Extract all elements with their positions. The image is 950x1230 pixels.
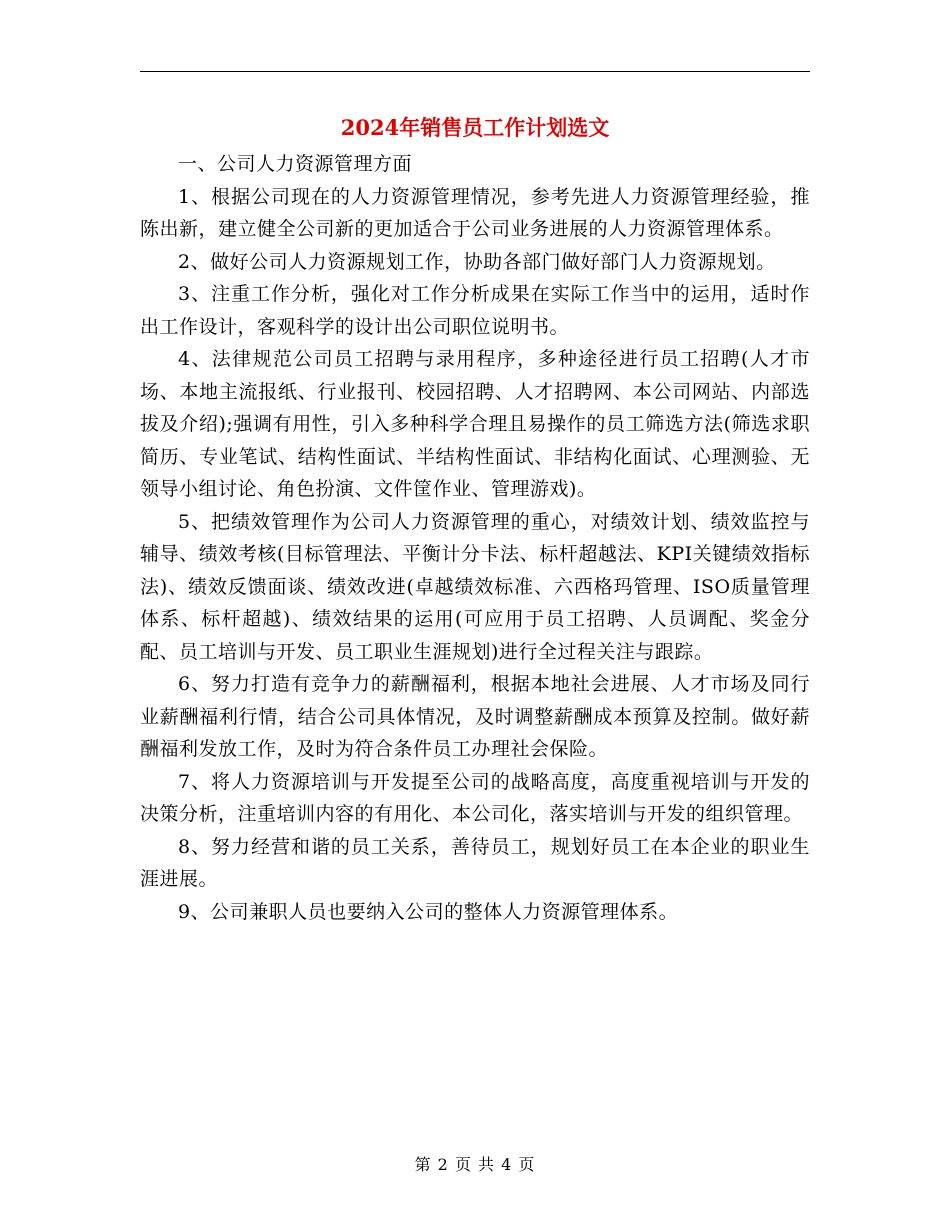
section-heading: 一、公司人力资源管理方面: [178, 153, 413, 175]
paragraph-item-1: 1、根据公司现在的人力资源管理情况，参考先进人力资源管理经验，推陈出新，建立健全公司新的更加适合于公司业务进展的人力资源管理体系。: [140, 185, 810, 240]
document-body: [140, 148, 810, 928]
paragraph-item-9: 9、公司兼职人员也要纳入公司的整体人力资源管理体系。: [178, 900, 679, 923]
paragraph-item-5: 5、把绩效管理作为公司人力资源管理的重心，对绩效计划、绩效监控与辅导、绩效考核(目标管理法、平衡计分卡法、标杆超越法、KPI关键绩效指标法)、绩效反馈面谈、绩效改进(卓越绩效标准、六西格玛管理、ISO质量管理体系、标杆超越)、绩效结果的运用(可应用于员工招聘、人员调配、奖金分配、员工培训与开发、员工职业生涯规划)进行全过程关注与跟踪。: [140, 510, 810, 663]
document-title: 2024年销售员工作计划选文: [340, 115, 610, 140]
paragraph-item-7: 7、将人力资源培训与开发提至公司的战略高度，高度重视培训与开发的决策分析，注重培训内容的有用化、本公司化，落实培训与开发的组织管理。: [140, 770, 810, 825]
paragraph-item-4: 4、法律规范公司员工招聘与录用程序，多种途径进行员工招聘(人才市场、本地主流报纸、行业报刊、校园招聘、人才招聘网、本公司网站、内部选拔及介绍);强调有用性，引入多种科学合理且易操作的员工筛选方法(筛选求职简历、专业笔试、结构性面试、半结构性面试、非结构化面试、心理测验、无领导小组讨论、角色扮演、文件筐作业、管理游戏)。: [140, 348, 810, 500]
paragraph-item-8: 8、努力经营和谐的员工关系，善待员工，规划好员工在本企业的职业生涯进展。: [140, 835, 810, 890]
paragraph-item-2: 2、做好公司人力资源规划工作，协助各部门做好部门人力资源规划。: [178, 250, 776, 273]
header-rule: [140, 71, 810, 72]
paragraph-item-3: 3、注重工作分析，强化对工作分析成果在实际工作当中的运用，适时作出工作设计，客观科学的设计出公司职位说明书。: [140, 283, 810, 338]
page-number-label: 第 2 页 共 4 页: [414, 1155, 536, 1174]
paragraph-item-6: 6、努力打造有竞争力的薪酬福利，根据本地社会进展、人才市场及同行业薪酬福利行情，结合公司具体情况，及时调整薪酬成本预算及控制。做好薪酬福利发放工作，及时为符合条件员工办理社会保险。: [140, 673, 810, 760]
page-footer: [140, 1153, 810, 1177]
